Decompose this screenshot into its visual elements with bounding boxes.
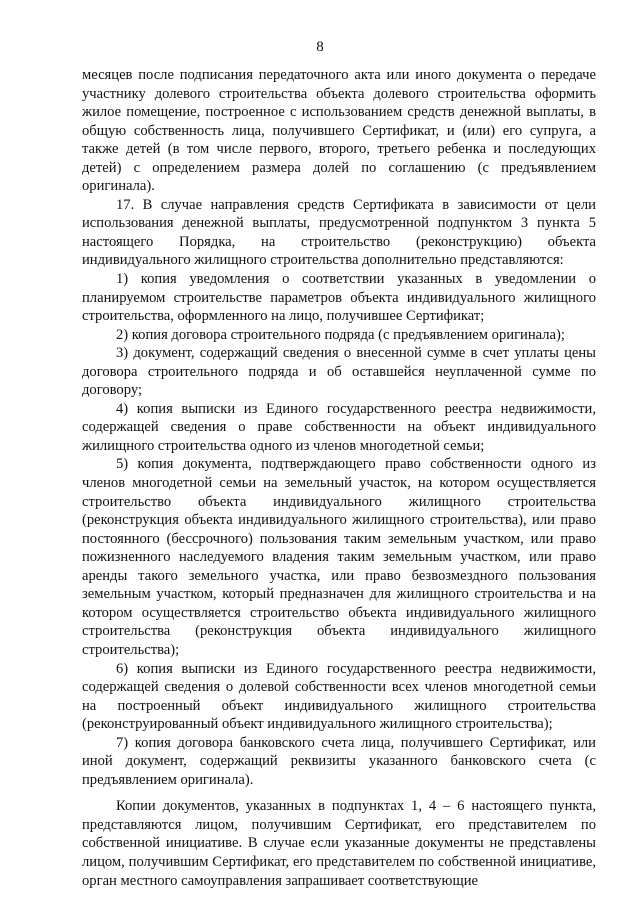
subitem-1: 1) копия уведомления о соответствии указанных в уведомлении о планируемом строительстве параметров объекта индивидуального жилищного строительства, оформленного на лицо, получившее Сертификат;: [82, 271, 596, 325]
subitem-2: 2) копия договора строительного подряда (с предъявлением оригинала);: [116, 326, 565, 343]
paragraph-continuation: месяцев после подписания передаточного акта или иного документа о передаче участнику долевого строительства объекта долевого строительства оформить жилое помещение, построенное с использованием средств денежной выплаты, в общую собственность лица, получившего Сертификат, и (или) его супруга, а также детей (в том числе первого, второго, третьего ребенка и последующих детей) с определением размера долей по соглашению (с предъявлением оригинала).: [82, 67, 596, 195]
subitem-3: 3) документ, содержащий сведения о внесенной сумме в счет уплаты цены договора строительного подряда и об оставшейся неуплаченной сумме по договору;: [82, 345, 596, 399]
subitem-7: 7) копия договора банковского счета лица, получившего Сертификат, или иной документ, содержащий реквизиты указанного банковского счета (с предъявлением оригинала).: [82, 734, 596, 788]
subitem-6: 6) копия выписки из Единого государственного реестра недвижимости, содержащей сведения о долевой собственности всех членов многодетной семьи на построенный объект индивидуального жилищного строительства (реконструированный объект индивидуального жилищного строительства);: [82, 660, 596, 733]
paragraph-copies-note: Копии документов, указанных в подпунктах 1, 4 – 6 настоящего пункта, представляются лицом, получившим Сертификат, его представителем по собственной инициативе. В случае если указанные документы не представлены лицом, получившим Сертификат, его представителем по собственной инициативе, орган местного самоуправления запрашивает соответствующие: [82, 798, 596, 889]
subitem-5: 5) копия документа, подтверждающего право собственности одного из членов многодетной семьи на земельный участок, на котором осуществляется строительство объекта индивидуального жилищного строительства (реконструкция объекта индивидуального жилищного строительства), или право постоянного (бессрочного) пользования таким земельным участком, или право пожизненного наследуемого владения таким земельным участком, или право аренды такого земельного участка, или право безвозмездного пользования земельным участком, который предназначен для жилищного строительства и на котором осуществляется строительство объекта индивидуального жилищного строительства (реконструкция объекта индивидуального жилищного строительства);: [82, 456, 596, 658]
subitem-4: 4) копия выписки из Единого государственного реестра недвижимости, содержащей сведения о праве собственности на объект индивидуального жилищного строительства одного из членов многодетной семьи;: [82, 400, 596, 454]
document-body: [82, 66, 596, 890]
paragraph-item-17: 17. В случае направления средств Сертификата в зависимости от цели использования денежной выплаты, предусмотренной подпунктом 3 пункта 5 настоящего Порядка, на строительство (реконструкцию) объекта индивидуального жилищного строительства дополнительно представляются:: [82, 196, 596, 269]
page-number: 8: [316, 39, 324, 55]
